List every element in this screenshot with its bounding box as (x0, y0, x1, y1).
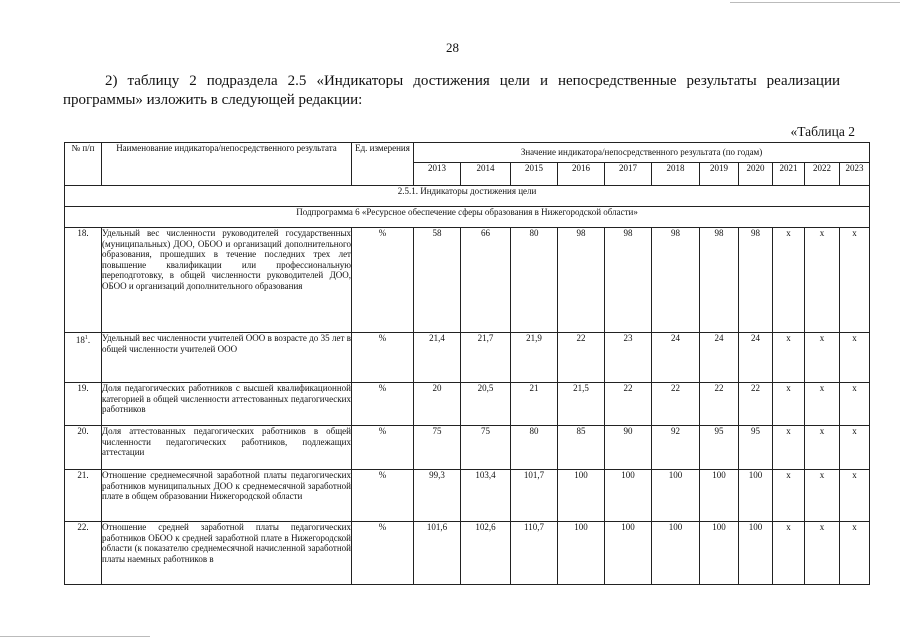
year-header: 2023 (840, 163, 870, 186)
value-cell: x (773, 522, 805, 585)
value-cell: 22 (739, 383, 773, 426)
indicator-name: Доля аттестованных педагогических работников в общей численности педагогических работников, подлежащих аттестации (102, 426, 352, 470)
year-header: 2016 (558, 163, 605, 186)
year-header: 2018 (652, 163, 700, 186)
value-cell: 85 (558, 426, 605, 470)
value-cell: 98 (605, 228, 652, 333)
value-cell: x (805, 228, 840, 333)
page-number: 28 (446, 40, 459, 55)
unit-cell: % (352, 228, 414, 333)
value-cell: 20,5 (461, 383, 511, 426)
row-number: 20. (65, 426, 102, 470)
value-cell: x (805, 333, 840, 383)
value-cell: x (840, 426, 870, 470)
value-cell: x (773, 383, 805, 426)
row-number: $18^1$. (65, 333, 102, 383)
value-cell: 22 (700, 383, 739, 426)
value-cell: 22 (558, 333, 605, 383)
value-cell: 110,7 (511, 522, 558, 585)
indicator-name: Удельный вес численности учителей ООО в возрасте до 35 лет в общей численности учителей ООО (102, 333, 352, 383)
value-cell: 101,7 (511, 470, 558, 522)
value-cell: 95 (739, 426, 773, 470)
value-cell: 75 (461, 426, 511, 470)
intro-paragraph: 2) таблицу 2 подраздела 2.5 «Индикаторы достижения цели и непосредственные результаты реализации программы» изложить в следующей редакции: (63, 73, 840, 108)
value-cell: x (840, 333, 870, 383)
value-cell: 90 (605, 426, 652, 470)
value-cell: x (773, 470, 805, 522)
value-cell: x (840, 522, 870, 585)
value-cell: 21 (511, 383, 558, 426)
year-header: 2022 (805, 163, 840, 186)
table-row (65, 426, 870, 470)
value-cell: 21,9 (511, 333, 558, 383)
value-cell: 100 (605, 470, 652, 522)
value-cell: x (840, 470, 870, 522)
value-cell: 95 (700, 426, 739, 470)
value-cell: 102,6 (461, 522, 511, 585)
value-cell: 80 (511, 426, 558, 470)
value-cell: 58 (414, 228, 461, 333)
value-cell: 103,4 (461, 470, 511, 522)
value-cell: 98 (558, 228, 605, 333)
value-cell: 101,6 (414, 522, 461, 585)
year-header: 2021 (773, 163, 805, 186)
value-cell: 99,3 (414, 470, 461, 522)
value-cell: 100 (605, 522, 652, 585)
table-row (65, 228, 870, 333)
value-cell: 98 (739, 228, 773, 333)
value-cell: 22 (652, 383, 700, 426)
year-header: 2015 (511, 163, 558, 186)
value-cell: 100 (652, 470, 700, 522)
value-cell: x (773, 426, 805, 470)
row-number: 19. (65, 383, 102, 426)
scan-artifact-bottom (0, 636, 150, 637)
section-title: 2.5.1. Индикаторы достижения цели (65, 186, 870, 207)
table-row (65, 522, 870, 585)
header-num: № п/п (65, 143, 102, 186)
value-cell: x (840, 228, 870, 333)
value-cell: 100 (558, 470, 605, 522)
value-cell: 21,5 (558, 383, 605, 426)
header-unit: Ед. измерения (352, 143, 414, 186)
value-cell: 100 (652, 522, 700, 585)
year-header: 2019 (700, 163, 739, 186)
unit-cell: % (352, 470, 414, 522)
indicators-table (64, 142, 870, 585)
unit-cell: % (352, 333, 414, 383)
unit-cell: % (352, 522, 414, 585)
value-cell: 100 (700, 522, 739, 585)
year-header: 2013 (414, 163, 461, 186)
year-header: 2020 (739, 163, 773, 186)
value-cell: 100 (558, 522, 605, 585)
indicator-name: Отношение среднемесячной заработной платы педагогических работников муниципальных ДОО к среднемесячной заработной плате в общем образовании Нижегородской области (102, 470, 352, 522)
row-number: 22. (65, 522, 102, 585)
indicator-name: Удельный вес численности руководителей государственных (муниципальных) ДОО, ОБОО и организаций дополнительного образования, прошедших в течение последних трех лет повышение квалификации или профессиональную переподготовку, в общей численности руководителей ДОО, ОБОО и организаций дополнительного образования (102, 228, 352, 333)
value-cell: 66 (461, 228, 511, 333)
value-cell: 98 (700, 228, 739, 333)
value-cell: 75 (414, 426, 461, 470)
unit-cell: % (352, 383, 414, 426)
value-cell: 24 (739, 333, 773, 383)
indicator-name: Отношение средней заработной платы педагогических работников ОБОО к средней заработной плате в Нижегородской области (к показателю среднемесячной начисленной заработной платы наемных работников в (102, 522, 352, 585)
row-number: 18. (65, 228, 102, 333)
unit-cell: % (352, 426, 414, 470)
value-cell: 98 (652, 228, 700, 333)
value-cell: 22 (605, 383, 652, 426)
value-cell: x (840, 383, 870, 426)
year-header: 2017 (605, 163, 652, 186)
scan-artifact-top (730, 2, 900, 3)
value-cell: x (805, 470, 840, 522)
value-cell: 23 (605, 333, 652, 383)
value-cell: 24 (652, 333, 700, 383)
value-cell: 80 (511, 228, 558, 333)
value-cell: 24 (700, 333, 739, 383)
value-cell: 21,4 (414, 333, 461, 383)
value-cell: 100 (739, 470, 773, 522)
value-cell: 21,7 (461, 333, 511, 383)
year-header: 2014 (461, 163, 511, 186)
indicator-name: Доля педагогических работников с высшей квалификационной категорией в общей численности аттестованных педагогических работников (102, 383, 352, 426)
value-cell: x (805, 383, 840, 426)
value-cell: x (773, 333, 805, 383)
table-caption: «Таблица 2 (790, 124, 855, 139)
header-values: Значение индикатора/непосредственного результата (по годам) (414, 143, 870, 163)
subprogram-title: Подпрограмма 6 «Ресурсное обеспечение сферы образования в Нижегородской области» (65, 207, 870, 228)
value-cell: 100 (739, 522, 773, 585)
value-cell: 20 (414, 383, 461, 426)
table-row (65, 383, 870, 426)
table-row (65, 333, 870, 383)
value-cell: 92 (652, 426, 700, 470)
header-name: Наименование индикатора/непосредственного результата (102, 143, 352, 186)
value-cell: x (805, 522, 840, 585)
row-number: 21. (65, 470, 102, 522)
table-row (65, 470, 870, 522)
value-cell: x (773, 228, 805, 333)
value-cell: 100 (700, 470, 739, 522)
value-cell: x (805, 426, 840, 470)
